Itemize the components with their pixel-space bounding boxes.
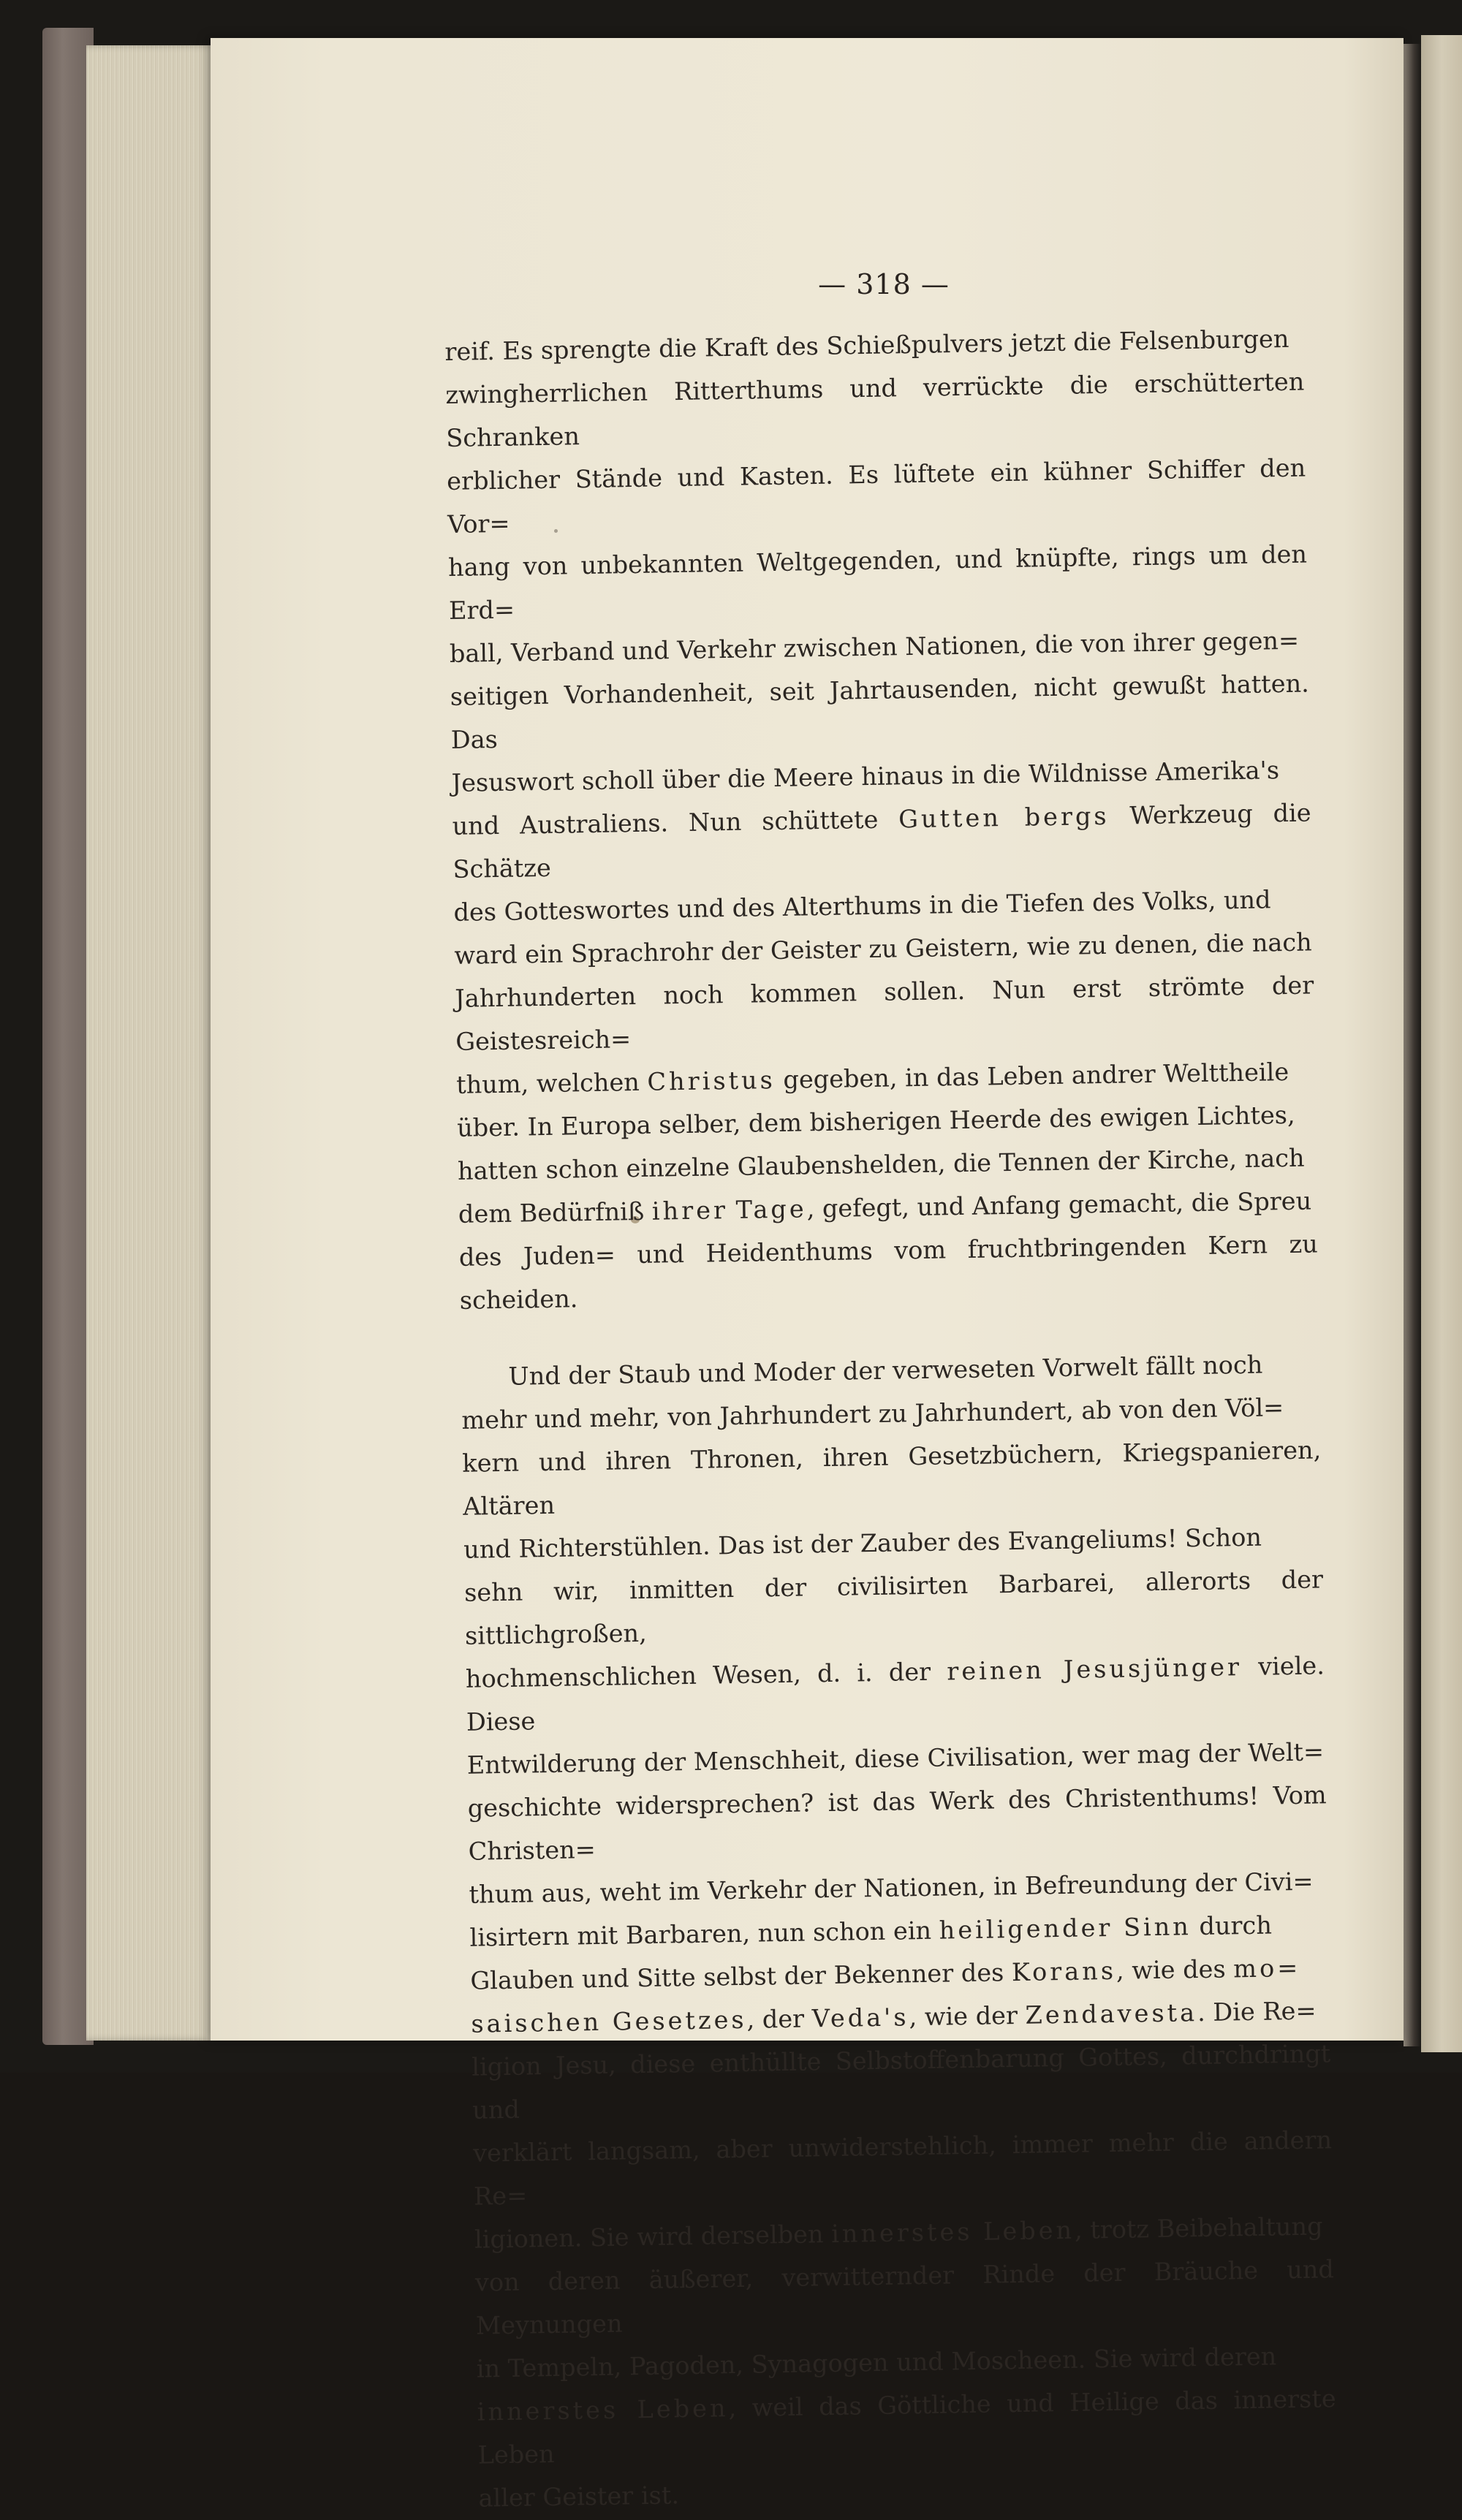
text-line: Und der Staub und Moder der verweseten Vorwelt fällt noch bbox=[508, 1350, 1263, 1391]
text-line: des Gotteswortes und des Alterthums in die Tiefen des Volks, und bbox=[453, 885, 1271, 927]
text-line bbox=[474, 2212, 1323, 2253]
text-line: Jesuswort scholl über die Meere hinaus in die Wildnisse Amerika's bbox=[451, 756, 1280, 797]
text-line: verklärt langsam, aber unwiderstehlich, immer mehr die andern Re= bbox=[472, 2125, 1333, 2211]
emphasized-word: ihrer bbox=[651, 1196, 729, 1226]
text-line bbox=[466, 1651, 1325, 1736]
text-line: Jahrhunderten noch kommen sollen. Nun erst strömte der Geistesreich= bbox=[455, 971, 1314, 1056]
text-segment: ligionen. Sie wird derselben bbox=[474, 2220, 832, 2254]
text-line: Entwilderung der Menschheit, diese Civilisation, wer mag der Welt= bbox=[466, 1737, 1325, 1780]
text-line: ward ein Sprachrohr der Geister zu Geistern, wie zu denen, die nach bbox=[454, 927, 1312, 970]
text-segment: , gefegt, und Anfang gemacht, die Spreu bbox=[806, 1186, 1312, 1223]
text-segment: , weil das Göttliche und Heilige das innerste Leben bbox=[477, 2384, 1336, 2470]
emphasized-phrase: reinen Jesusjünger bbox=[946, 1652, 1243, 1686]
text-line: aller Geister ist. bbox=[478, 2481, 680, 2513]
text-segment: hochmenschlichen Wesen, d. i. der bbox=[465, 1657, 947, 1693]
text-line bbox=[456, 1058, 1289, 1099]
text-segment: , der bbox=[746, 2004, 813, 2034]
paragraph-2 bbox=[461, 1342, 1338, 2519]
book-gutter bbox=[1404, 44, 1421, 2046]
emphasized-word: Korans bbox=[1011, 1956, 1117, 1987]
text-segment: . Die Re= bbox=[1197, 1996, 1317, 2027]
text-line: thum aus, weht im Verkehr der Nationen, in Befreundung der Civi= bbox=[469, 1867, 1314, 1909]
text-line: von deren äußerer, verwitternder Rinde der Bräuche und Meynungen bbox=[474, 2255, 1335, 2340]
page-edges bbox=[86, 45, 218, 2041]
text-line bbox=[470, 1954, 1300, 1995]
text-segment: Werkzeug die Schätze bbox=[452, 798, 1311, 884]
text-segment: viele. Diese bbox=[466, 1651, 1325, 1737]
text-line: sehn wir, inmitten der civilisirten Barbarei, allerorts der sittlichgroßen, bbox=[463, 1565, 1324, 1650]
body-text bbox=[444, 317, 1338, 2520]
text-segment: gegeben, in das Leben andrer Welttheile bbox=[775, 1057, 1289, 1095]
text-segment: , trotz Beibehaltung bbox=[1074, 2212, 1323, 2244]
emphasized-phrase: innerstes Leben bbox=[830, 2215, 1075, 2249]
text-line: ligion Jesu, diese enthüllte Selbstoffenbarung Gottes, durchdringt und bbox=[471, 2039, 1331, 2125]
text-line: und Richterstühlen. Das ist der Zauber des Evangeliums! Schon bbox=[463, 1522, 1262, 1564]
text-line bbox=[477, 2384, 1336, 2469]
text-line: ball, Verband und Verkehr zwischen Nationen, die von ihrer gegen= bbox=[449, 626, 1300, 668]
text-segment: lisirtern mit Barbaren, nun schon ein bbox=[469, 1916, 940, 1952]
emphasized-word: Veda's bbox=[811, 2003, 909, 2033]
text-line: hang von unbekannten Weltgegenden, und knüpfte, rings um den Erd= bbox=[447, 539, 1308, 625]
text-line bbox=[452, 798, 1311, 883]
text-line bbox=[458, 1187, 1312, 1229]
text-line: über. In Europa selber, dem bisherigen Heerde des ewigen Lichtes, bbox=[456, 1100, 1295, 1142]
text-line: reif. Es sprengte die Kraft des Schießpulvers jetzt die Felsenburgen bbox=[444, 324, 1289, 366]
text-segment bbox=[728, 1196, 736, 1224]
emphasized-name: Christus bbox=[647, 1066, 776, 1096]
emphasized-phrase: saischen Gesetzes bbox=[471, 2005, 747, 2038]
text-line: in Tempeln, Pagoden, Synagogen und Moscheen. Sie wird deren bbox=[476, 2342, 1277, 2383]
emphasized-phrase: heiligender Sinn bbox=[939, 1912, 1192, 1945]
text-segment: Glauben und Sitte selbst der Bekenner des bbox=[470, 1958, 1012, 1995]
text-line: mehr und mehr, von Jahrhundert zu Jahrhundert, ab von den Völ= bbox=[461, 1393, 1284, 1435]
text-line bbox=[469, 1910, 1272, 1951]
emphasized-word: Zendavesta bbox=[1025, 1998, 1198, 2030]
text-line: kern und ihren Thronen, ihren Gesetzbüchern, Kriegspanieren, Altären bbox=[462, 1435, 1322, 1521]
text-line: hatten schon einzelne Glaubenshelden, die Tennen der Kirche, nach bbox=[457, 1143, 1305, 1185]
text-segment: dem Bedürfniß bbox=[458, 1196, 653, 1229]
book-page bbox=[211, 38, 1404, 2513]
emphasized-word: Tage bbox=[735, 1194, 807, 1224]
text-segment: thum, welchen bbox=[455, 1067, 648, 1099]
text-line: erblicher Stände und Kasten. Es lüftete ein kühner Schiffer den Vor= bbox=[446, 453, 1306, 539]
text-line: geschichte widersprechen? ist das Werk des Christenthums! Vom Christen= bbox=[467, 1780, 1327, 1866]
text-segment: und Australiens. Nun schüttete bbox=[452, 805, 899, 840]
text-line: des Juden= und Heidenthums vom fruchtbringenden Kern zu scheiden. bbox=[458, 1229, 1319, 1315]
page-number: — 318 — bbox=[818, 268, 950, 300]
text-segment: , wie des bbox=[1116, 1954, 1234, 1985]
text-segment: durch bbox=[1191, 1910, 1273, 1941]
text-line: seitigen Vorhandenheit, seit Jahrtausenden, nicht gewußt hatten. Das bbox=[450, 669, 1310, 754]
text-line bbox=[471, 1997, 1317, 2038]
text-segment: , wie der bbox=[909, 2000, 1026, 2032]
facing-page-edge bbox=[1421, 35, 1462, 2052]
emphasized-word: mo= bbox=[1232, 1953, 1301, 1984]
emphasized-name: Gutten bergs bbox=[898, 801, 1110, 834]
emphasized-phrase: innerstes Leben bbox=[477, 2394, 729, 2426]
text-line: zwingherrlichen Ritterthums und verrückte die erschütterten Schranken bbox=[445, 367, 1305, 452]
paragraph-1 bbox=[444, 317, 1319, 1322]
